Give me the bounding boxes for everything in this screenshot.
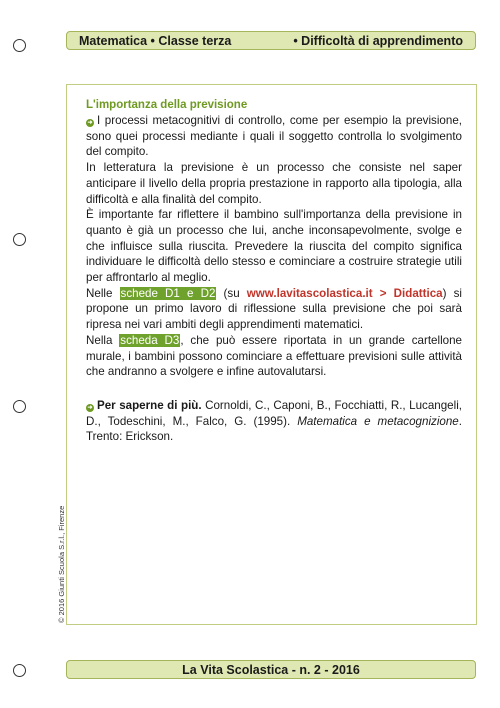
bullet-arrow-icon: ➜: [87, 404, 93, 411]
further-reading: ➜ Per saperne di più. Cornoldi, C., Caponi, B., Focchiatti, R., Lucangeli, D., Todeschini, M., Falco, G. (1995). Matematica e metacognizione. Trento: Erickson.: [86, 398, 462, 444]
paragraph-schede-d1-d2: Nelle schede D1 e D2 (su www.lavitascolastica.it > Didattica) si propone un primo lavoro di riflessione sulla previsione che poi sarà ripresa nei vari ambiti degli apprendimenti matematici.: [86, 286, 462, 332]
highlight-scheda-d3: scheda D3: [120, 333, 180, 347]
binder-hole-top: [13, 39, 26, 52]
binder-hole-upper: [13, 233, 26, 246]
binder-hole-lower: [13, 400, 26, 413]
paragraph-scheda-d3: Nella scheda D3, che può essere riportata in un grande cartellone murale, i bambini possono cominciare a effettuare previsioni sulle attività che andranno a svolgere e infine autovalutarsi.: [86, 333, 462, 379]
website-link[interactable]: www.lavitascolastica.it > Didattica: [246, 286, 443, 300]
book-title: Matematica e metacognizione: [297, 414, 459, 428]
article-body: [86, 98, 462, 445]
binder-hole-bottom: [13, 664, 26, 677]
header-bar: [66, 31, 476, 50]
paragraph-metacognition: ➜ I processi metacognitivi di controllo, come per esempio la previsione, sono quei processi mediante i quali il soggetto controlla lo svolgimento del compito.: [86, 114, 462, 159]
copyright-notice: © 2016 Giunti Scuola S.r.l., Firenze: [57, 505, 66, 623]
footer-publication: La Vita Scolastica - n. 2 - 2016: [182, 662, 360, 677]
paragraph-literature: In letteratura la previsione è un processo che consiste nel saper anticipare il livello della propria prestazione in rapporto alla tipologia, alla difficoltà e alla finalità del compito.: [86, 161, 462, 206]
further-reading-label: Per saperne di più.: [97, 398, 202, 412]
highlight-schede-d1-d2: schede D1 e D2: [120, 286, 216, 300]
paragraph-importance: È importante far riflettere il bambino sull'importanza della previsione in quanto è già un processo che lui, anche inconsapevolmente, svolge e che influisce sulla riuscita. Prevedere la riuscita del compito significa individuare le difficoltà dello stesso e cominciare a costruire strategie utili per affrontarlo al meglio.: [86, 208, 462, 285]
bullet-arrow-icon: ➜: [87, 120, 93, 126]
header-topic: • Difficoltà di apprendimento: [293, 33, 463, 48]
section-title: L'importanza della previsione: [86, 99, 248, 111]
header-subject: Matematica • Classe terza: [79, 33, 232, 48]
footer-bar: [66, 660, 476, 679]
